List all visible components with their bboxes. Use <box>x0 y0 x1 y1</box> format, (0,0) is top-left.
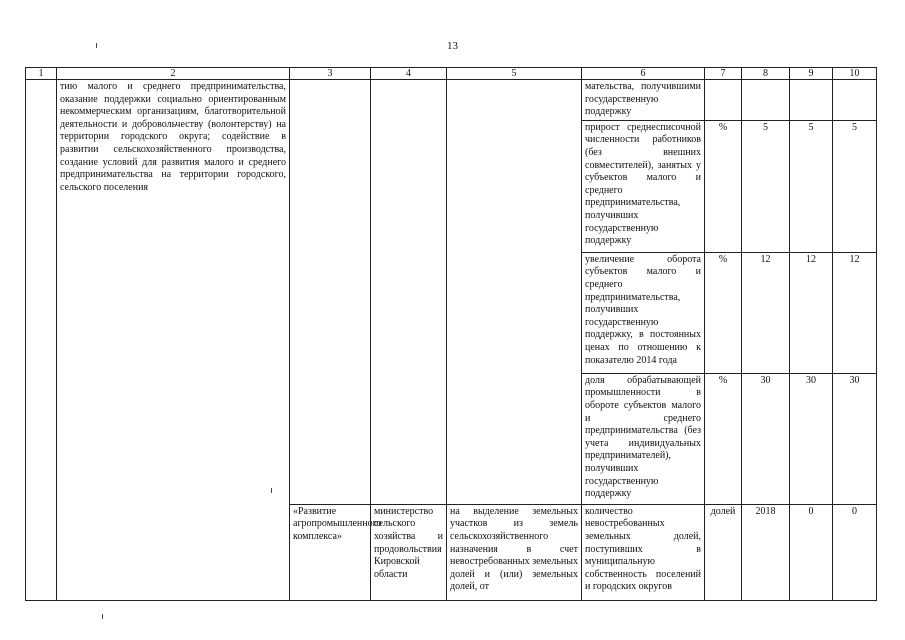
column-header: 9 <box>790 68 833 80</box>
cell-col3 <box>290 80 371 505</box>
indicator-cell: мательства, получившими государственную поддержку <box>582 80 705 121</box>
column-header: 8 <box>742 68 790 80</box>
unit-cell <box>705 80 742 121</box>
column-header: 10 <box>833 68 877 80</box>
column-header: 3 <box>290 68 371 80</box>
cell-col5 <box>447 80 582 505</box>
column-header: 6 <box>582 68 705 80</box>
unit-cell: долей <box>705 504 742 600</box>
indicator-cell: увеличение оборота субъектов малого и среднего предпринимательства, получивших государственную поддержку, в постоянных ценах по отношению к показателю 2014 года <box>582 252 705 373</box>
indicator-cell: количество невостребованных земельных долей, поступивших в муниципальную собственность поселений и городских округов <box>582 504 705 600</box>
program-cell: «Развитие агропромышленного комплекса» <box>290 504 371 600</box>
unit-cell: % <box>705 120 742 252</box>
document-table <box>25 67 877 601</box>
value-cell: 2018 <box>742 504 790 600</box>
cell-col4 <box>371 80 447 505</box>
purpose-cell: на выделение земельных участков из земель сельскохозяйственного назначения в счет невостребованных земельных долей и (или) земельных долей, от <box>447 504 582 600</box>
column-header: 5 <box>447 68 582 80</box>
column-header: 4 <box>371 68 447 80</box>
value-cell: 30 <box>790 373 833 504</box>
value-cell: 12 <box>790 252 833 373</box>
indicator-cell: доля обрабатывающей промышленности в обороте субъектов малого и среднего предпринимательства (без учета индивидуальных предпринимателей), получивших государственную поддержку <box>582 373 705 504</box>
ministry-cell: министерство сельского хозяйства и продовольствия Кировской области <box>371 504 447 600</box>
value-cell: 5 <box>833 120 877 252</box>
value-cell <box>742 80 790 121</box>
value-cell <box>833 80 877 121</box>
table-row <box>26 80 877 121</box>
scan-speck <box>96 43 97 48</box>
column-header: 7 <box>705 68 742 80</box>
value-cell: 12 <box>742 252 790 373</box>
column-number-row <box>26 68 877 80</box>
value-cell: 5 <box>742 120 790 252</box>
cell-col1 <box>26 80 57 601</box>
column-header: 2 <box>57 68 290 80</box>
value-cell: 12 <box>833 252 877 373</box>
page-number: 13 <box>447 40 458 52</box>
column-header: 1 <box>26 68 57 80</box>
value-cell: 0 <box>833 504 877 600</box>
value-cell: 5 <box>790 120 833 252</box>
unit-cell: % <box>705 252 742 373</box>
goal-text-cell: тию малого и среднего предпринимательства, оказание поддержки социально ориентированным некоммерческим организациям, благотворительной деятельности и добровольчеству (волонтерству) на территории городского округа; содействие в развитии сельскохозяйственного производства, создание условий для развития малого и среднего предпринимательства на территории городского, сельского поселения <box>57 80 290 601</box>
scan-speck <box>102 614 103 619</box>
value-cell: 30 <box>833 373 877 504</box>
unit-cell: % <box>705 373 742 504</box>
indicator-cell: прирост среднесписочной численности работников (без внешних совместителей), занятых у субъектов малого и среднего предпринимательства, получивших государственную поддержку <box>582 120 705 252</box>
value-cell: 0 <box>790 504 833 600</box>
value-cell <box>790 80 833 121</box>
value-cell: 30 <box>742 373 790 504</box>
